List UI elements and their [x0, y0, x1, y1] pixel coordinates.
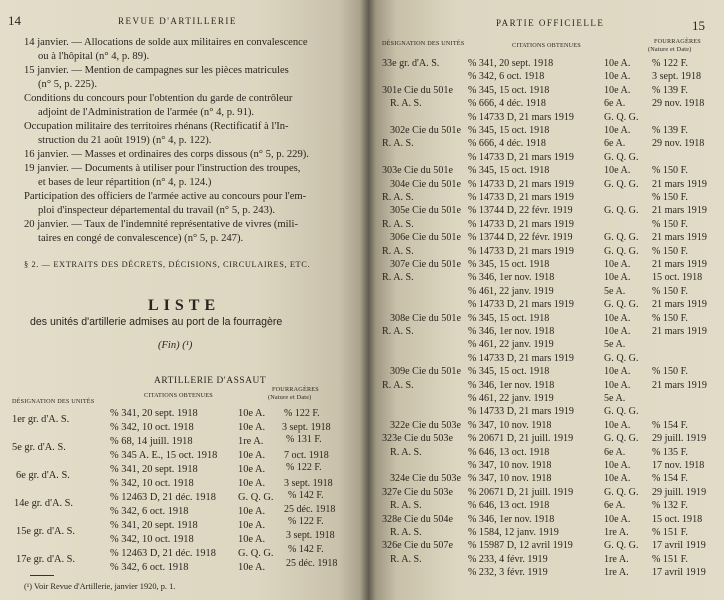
citation-by: G. Q. G. [604, 299, 639, 311]
citation-ref: % 646, 13 oct. 1918 [468, 446, 550, 458]
fourragere-info: % 135 F. [652, 446, 688, 458]
unit-name: R. A. S. [390, 98, 422, 110]
text-line: adjoint de l'Administration de l'armée (n° 4, p. 91). [38, 107, 255, 118]
citation-by: 10e A. [604, 513, 631, 525]
column-header-units: DÉSIGNATION DES UNITÉS [382, 40, 465, 47]
citation-ref: % 666, 4 déc. 1918 [468, 98, 546, 110]
running-head: PARTIE OFFICIELLE [496, 18, 605, 28]
unit-name: R. A. S. [382, 138, 414, 150]
unit-name: R. A. S. [382, 192, 414, 203]
citation-by: 10e A. [604, 165, 631, 177]
fourragere-info: 21 mars 1919 [652, 379, 707, 391]
citation-ref: % 20671 D, 21 juill. 1919 [468, 433, 574, 445]
fourragere-type: % 142 F. [288, 544, 324, 555]
column-header-fourrageres: FOURRAGÈRES [272, 386, 319, 393]
text-line: 14 janvier. — Allocations de solde aux militaires en convalescence [24, 37, 308, 48]
citation-by: G. Q. G. [604, 433, 639, 445]
citation-by: 10e A. [238, 562, 266, 573]
citation-by: 1re A. [604, 527, 629, 538]
citation-ref: % 342, 6 oct. 1918 [110, 506, 189, 517]
citation-by: 6e A. [604, 500, 626, 512]
citation-ref: % 14733 D, 21 mars 1919 [468, 352, 574, 364]
unit-name: 324e Cie du 503e [390, 473, 461, 485]
citation-ref: % 15987 D, 12 avril 1919 [468, 540, 573, 552]
citation-ref: % 12463 D, 21 déc. 1918 [110, 492, 216, 503]
fourragere-type: % 122 F. [286, 462, 322, 473]
fourragere-info: 29 nov. 1918 [652, 138, 705, 150]
fourragere-info: 29 juill. 1919 [652, 433, 707, 445]
unit-name: 322e Cie du 503e [390, 419, 461, 431]
unit-name: 15e gr. d'A. S. [16, 526, 76, 537]
fourragere-info: % 150 F. [652, 165, 688, 177]
citation-by: 6e A. [604, 138, 626, 150]
fourragere-date: 3 sept. 1918 [282, 422, 331, 433]
text-line: 16 janvier. — Masses et ordinaires des corps dissous (n° 5, p. 229). [24, 149, 309, 160]
citation-ref: % 342, 10 oct. 1918 [110, 478, 194, 489]
fourragere-info: 21 mars 1919 [652, 205, 707, 217]
unit-name: 306e Cie du 501e [390, 232, 461, 244]
citation-by: G. Q. G. [604, 111, 639, 123]
text-line: struction du 21 août 1919) (n° 4, p. 122). [38, 135, 212, 146]
citation-by: 10e A. [238, 464, 266, 475]
citation-by: 10e A. [604, 473, 631, 485]
text-line: ou à l'hôpital (n° 4, p. 89). [38, 51, 150, 62]
citation-by: G. Q. G. [604, 205, 639, 217]
citation-by: 10e A. [238, 478, 266, 489]
fourragere-info: % 150 F. [652, 366, 688, 378]
unit-name: 6e gr. d'A. S. [16, 470, 70, 481]
citation-ref: % 461, 22 janv. 1919 [468, 339, 554, 351]
unit-name: 301e Cie du 501e [382, 84, 453, 96]
fourragere-info: % 122 F. [652, 58, 688, 69]
citation-ref: % 341, 20 sept. 1918 [110, 408, 198, 419]
unit-name: R. A. S. [382, 272, 414, 284]
fourragere-info: % 154 F. [652, 473, 688, 485]
fourragere-info: 15 oct. 1918 [652, 272, 703, 284]
list-title: LISTE [148, 297, 221, 314]
citation-by: G. Q. G. [238, 492, 274, 503]
text-line: 15 janvier. — Mention de campagnes sur les pièces matricules [24, 65, 289, 76]
citation-by: 10e A. [604, 460, 631, 471]
citation-by: 10e A. [238, 408, 266, 419]
citation-ref: % 342, 10 oct. 1918 [110, 534, 194, 545]
citation-ref: % 342, 6 oct. 1918 [468, 71, 545, 83]
citation-by: G. Q. G. [604, 178, 639, 190]
citation-ref: % 13744 D, 22 févr. 1919 [468, 205, 573, 217]
unit-name: R. A. S. [390, 553, 422, 565]
citation-by: 10e A. [604, 71, 631, 83]
citation-by: 10e A. [238, 506, 266, 517]
text-line: Conditions du concours pour l'obtention du garde de contrôleur [24, 93, 293, 104]
fourragere-info: 21 mars 1919 [652, 299, 707, 311]
citation-ref: % 233, 4 févr. 1919 [468, 553, 548, 565]
text-line: taires en congé de convalescence) (n° 5, p. 247). [38, 233, 244, 244]
fourragere-date: 7 oct. 1918 [284, 450, 329, 461]
unit-name: 327e Cie du 503e [382, 486, 453, 498]
fourragere-date: 25 déc. 1918 [284, 504, 336, 515]
column-header-fourrageres-sub: (Nature et Date) [268, 394, 312, 401]
fourragere-info: % 154 F. [652, 419, 688, 431]
citation-ref: % 1584, 12 janv. 1919 [468, 527, 559, 538]
citation-ref: % 666, 4 déc. 1918 [468, 138, 546, 150]
fourragere-info: 21 mars 1919 [652, 326, 707, 337]
unit-name: R. A. S. [382, 245, 414, 257]
page-number: 15 [692, 18, 705, 33]
citation-by: 1re A. [238, 436, 264, 447]
citation-ref: % 14733 D, 21 mars 1919 [468, 151, 574, 163]
text-line: et bases de leur répartition (n° 4, p. 124.) [38, 177, 212, 188]
text-line: 20 janvier. — Taux de l'indemnité représentative de vivres (mili- [24, 219, 298, 230]
citation-by: 10e A. [238, 534, 266, 545]
page-number: 14 [8, 13, 21, 28]
citation-by: 5e A. [604, 339, 626, 351]
citation-by: 10e A. [604, 272, 631, 284]
unit-name: 303e Cie du 501e [382, 165, 453, 177]
footnote-rule [30, 575, 54, 576]
citation-ref: % 345, 15 oct. 1918 [468, 259, 550, 270]
citation-by: G. Q. G. [604, 540, 639, 552]
citation-by: 10e A. [238, 520, 266, 531]
fourragere-type: % 122 F. [288, 516, 324, 527]
unit-name: 14e gr. d'A. S. [14, 498, 74, 509]
column-header-fourrageres-sub: (Nature et Date) [648, 46, 692, 53]
fourragere-info: 3 sept. 1918 [652, 71, 702, 83]
citation-ref: % 461, 22 janv. 1919 [468, 285, 554, 297]
citation-ref: % 14733 D, 21 mars 1919 [468, 245, 574, 257]
citation-ref: % 12463 D, 21 déc. 1918 [110, 548, 216, 559]
unit-name: R. A. S. [390, 500, 422, 512]
unit-name: 323e Cie du 503e [382, 433, 453, 445]
fourragere-info: % 150 F. [652, 192, 688, 203]
citation-by: 10e A. [238, 450, 266, 461]
citation-ref: % 68, 14 juill. 1918 [110, 436, 193, 447]
citation-by: G. Q. G. [238, 548, 274, 559]
citation-ref: % 14733 D, 21 mars 1919 [468, 192, 574, 203]
unit-name: 326e Cie du 507e [382, 540, 453, 552]
citation-by: G. Q. G. [604, 406, 639, 418]
unit-name: R. A. S. [382, 379, 414, 391]
unit-name: R. A. S. [382, 218, 414, 230]
citation-ref: % 346, 1er nov. 1918 [468, 326, 555, 337]
unit-name: R. A. S. [382, 326, 414, 337]
citation-ref: % 342, 10 oct. 1918 [110, 422, 194, 433]
citation-ref: % 345, 15 oct. 1918 [468, 165, 550, 177]
citation-ref: % 342, 6 oct. 1918 [110, 562, 189, 573]
citation-ref: % 646, 13 oct. 1918 [468, 500, 550, 512]
fourragere-info: 21 mars 1919 [652, 178, 707, 190]
fourragere-info: 17 avril 1919 [652, 540, 706, 552]
fourragere-type: % 131 F. [286, 434, 322, 445]
fourragere-type: % 142 F. [288, 490, 324, 501]
citation-ref: % 345, 15 oct. 1918 [468, 84, 550, 96]
text-line: Participation des officiers de l'armée active au concours pour l'em- [24, 191, 307, 202]
fourragere-date: 3 sept. 1918 [284, 478, 333, 489]
citation-ref: % 14733 D, 21 mars 1919 [468, 218, 574, 230]
unit-name: R. A. S. [390, 527, 422, 538]
citation-ref: % 341, 20 sept. 1918 [110, 520, 198, 531]
unit-name: 305e Cie du 501e [390, 205, 461, 217]
fourragere-info: % 132 F. [652, 500, 688, 512]
citation-by: G. Q. G. [604, 232, 639, 244]
citation-ref: % 13744 D, 22 févr. 1919 [468, 232, 573, 244]
citation-ref: % 232, 3 févr. 1919 [468, 567, 548, 579]
citation-by: 6e A. [604, 446, 626, 458]
fourragere-info: % 150 F. [652, 285, 688, 297]
citation-by: 6e A. [604, 98, 626, 110]
right-page [368, 0, 724, 600]
citation-by: G. Q. G. [604, 486, 639, 498]
text-line: ploi d'inspecteur départemental du travail (n° 5, p. 243). [38, 205, 276, 216]
footnote: (¹) Voir Revue d'Artillerie, janvier 1920, p. 1. [24, 582, 176, 591]
fourragere-info: % 139 F. [652, 84, 688, 96]
unit-name: 328e Cie du 504e [382, 513, 453, 525]
column-header-units: DÉSIGNATION DES UNITÉS [12, 398, 95, 405]
list-fin-note: (Fin) (¹) [158, 340, 193, 351]
citation-ref: % 14733 D, 21 mars 1919 [468, 178, 574, 190]
citation-by: 10e A. [604, 379, 631, 391]
citation-ref: % 14733 D, 21 mars 1919 [468, 111, 574, 123]
citation-by: 10e A. [604, 326, 631, 337]
book-gutter [360, 0, 376, 600]
fourragere-info: 21 mars 1919 [652, 259, 707, 270]
fourragere-info: % 139 F. [652, 125, 688, 136]
citation-ref: % 461, 22 janv. 1919 [468, 393, 554, 404]
citation-by: 1re A. [604, 553, 629, 565]
fourragere-info: % 150 F. [652, 245, 688, 257]
unit-name: 304e Cie du 501e [390, 178, 461, 190]
fourragere-type: % 122 F. [284, 408, 320, 419]
fourragere-date: 25 déc. 1918 [286, 558, 338, 569]
unit-name: 307e Cie du 501e [390, 259, 461, 270]
fourragere-info: 15 oct. 1918 [652, 513, 703, 525]
citation-ref: % 14733 D, 21 mars 1919 [468, 406, 574, 418]
citation-ref: % 346, 1er nov. 1918 [468, 513, 555, 525]
citation-ref: % 345 A. E., 15 oct. 1918 [110, 450, 218, 461]
unit-name: 5e gr. d'A. S. [12, 442, 66, 453]
citation-ref: % 345, 15 oct. 1918 [468, 366, 550, 378]
citation-ref: % 346, 1er nov. 1918 [468, 272, 555, 284]
citation-by: 1re A. [604, 567, 629, 579]
citation-ref: % 347, 10 nov. 1918 [468, 473, 552, 485]
citation-by: 5e A. [604, 393, 626, 404]
fourragere-info: 29 nov. 1918 [652, 98, 705, 110]
fourragere-info: % 150 F. [652, 312, 688, 324]
citation-by: 10e A. [604, 312, 631, 324]
citation-ref: % 20671 D, 21 juill. 1919 [468, 486, 574, 498]
citation-ref: % 345, 15 oct. 1918 [468, 125, 550, 136]
column-header-citations: CITATIONS OBTENUES [512, 42, 581, 49]
unit-name: 308e Cie du 501e [390, 312, 461, 324]
unit-name: 1er gr. d'A. S. [12, 414, 70, 425]
running-head: REVUE D'ARTILLERIE [118, 16, 237, 26]
citation-by: 10e A. [238, 422, 266, 433]
citation-by: 10e A. [604, 259, 631, 270]
citation-by: 10e A. [604, 58, 631, 69]
citation-ref: % 347, 10 nov. 1918 [468, 460, 552, 471]
citation-by: 10e A. [604, 84, 631, 96]
category-heading: ARTILLERIE D'ASSAUT [154, 376, 267, 386]
text-line: Occupation militaire des territoires rhénans (Rectificatif à l'In- [24, 121, 289, 132]
citation-ref: % 341, 20 sept. 1918 [468, 58, 554, 69]
citation-by: G. Q. G. [604, 352, 639, 364]
citation-ref: % 345, 15 oct. 1918 [468, 312, 550, 324]
citation-by: G. Q. G. [604, 151, 639, 163]
fourragere-info: % 151 F. [652, 553, 688, 565]
citation-by: 10e A. [604, 366, 631, 378]
citation-by: 5e A. [604, 285, 626, 297]
citation-ref: % 347, 10 nov. 1918 [468, 419, 552, 431]
fourragere-info: 17 avril 1919 [652, 567, 706, 579]
fourragere-info: 17 nov. 1918 [652, 460, 705, 471]
unit-name: 33e gr. d'A. S. [382, 58, 440, 69]
citation-by: 10e A. [604, 125, 631, 136]
section-heading: § 2. — EXTRAITS DES DÉCRETS, DÉCISIONS, CIRCULAIRES, ETC. [24, 260, 311, 269]
fourragere-info: 29 juill. 1919 [652, 486, 707, 498]
citation-ref: % 346, 1er nov. 1918 [468, 379, 555, 391]
text-line: (n° 5, p. 225). [38, 79, 97, 90]
citation-by: 10e A. [604, 419, 631, 431]
column-header-fourrageres: FOURRAGÈRES [654, 38, 701, 45]
fourragere-info: % 151 F. [652, 527, 688, 538]
citation-ref: % 341, 20 sept. 1918 [110, 464, 198, 475]
unit-name: 17e gr. d'A. S. [16, 554, 76, 565]
unit-name: 309e Cie du 501e [390, 366, 461, 378]
fourragere-info: % 150 F. [652, 218, 688, 230]
fourragere-date: 3 sept. 1918 [286, 530, 335, 541]
text-line: 19 janvier. — Documents à utiliser pour l'instruction des troupes, [24, 163, 301, 174]
unit-name: 302e Cie du 501e [390, 125, 461, 136]
list-subtitle: des unités d'artillerie admises au port de la fourragère [30, 316, 283, 328]
fourragere-info: 21 mars 1919 [652, 232, 707, 244]
column-header-citations: CITATIONS OBTENUES [144, 392, 213, 399]
citation-ref: % 14733 D, 21 mars 1919 [468, 299, 574, 311]
unit-name: R. A. S. [390, 446, 422, 458]
citation-by: G. Q. G. [604, 245, 639, 257]
